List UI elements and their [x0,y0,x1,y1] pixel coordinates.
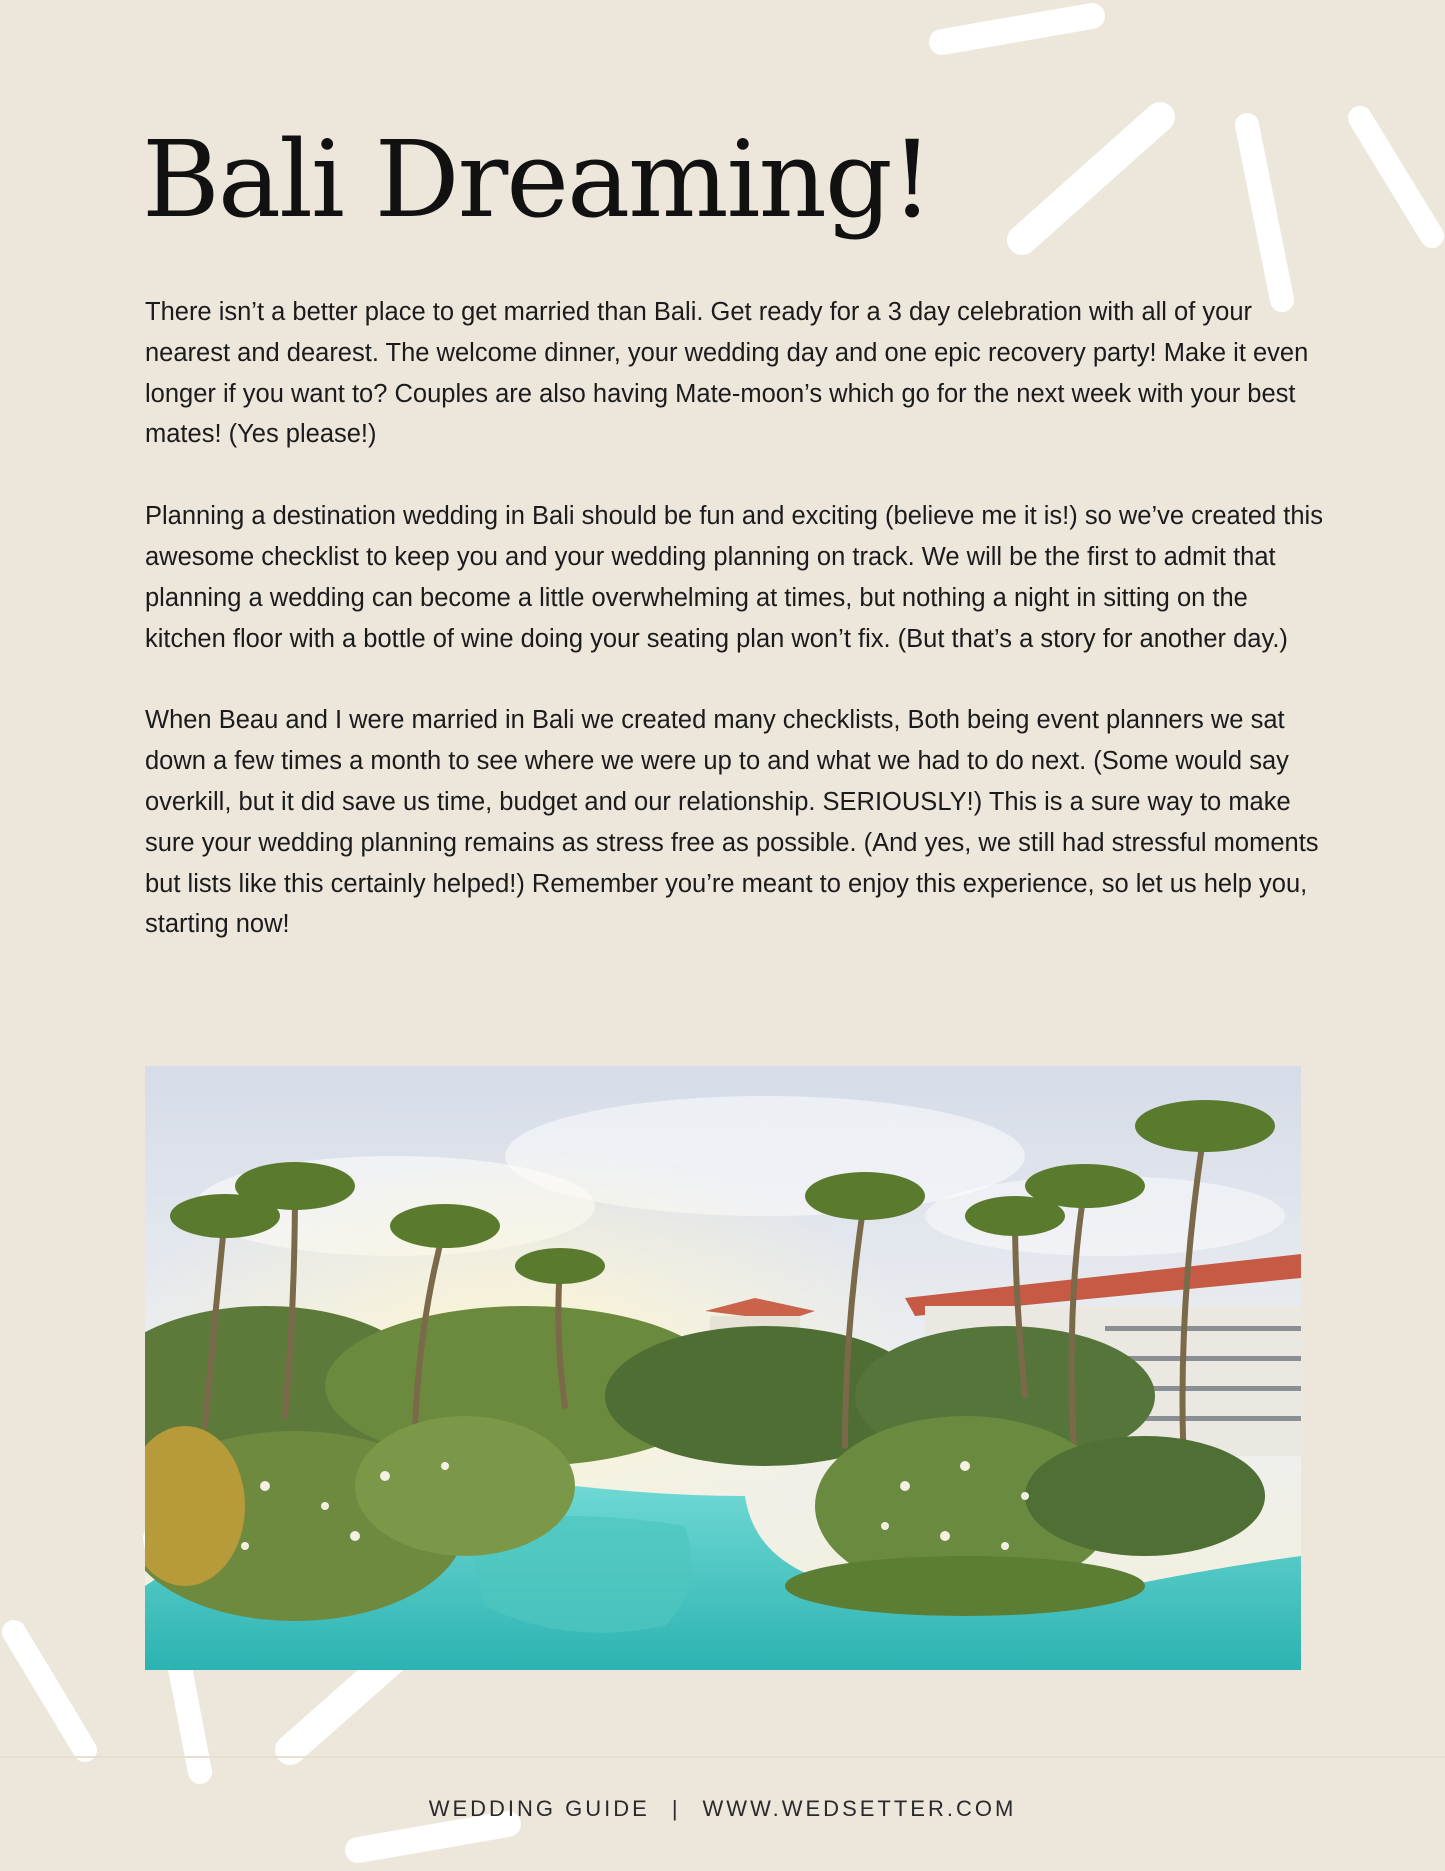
paragraph: Planning a destination wedding in Bali should be fun and exciting (believe me it is!) so we’ve created this awesome checklist to keep you and your wedding planning on track. We will be the first to admit that planning a wedding can become a little overwhelming at times, but nothing a night in sitting on the kitchen floor with a bottle of wine doing your seating plan won’t fix. (But that’s a story for another day.) [145,502,1323,653]
resort-pool-illustration [145,1066,1301,1670]
footer-separator: | [671,1796,681,1821]
footer-guide-label: WEDDING GUIDE [428,1796,650,1821]
brush-stroke [1360,118,1432,236]
paragraph: There isn’t a better place to get married than Bali. Get ready for a 3 day celebration with all of your nearest and dearest. The welcome dinner, your wedding day and one epic recovery party! Make it even longer if you want to? Couples are also having Mate-moon’s which go for the next week with your best mates! (Yes please!) [145,298,1309,449]
brush-stroke [14,1632,85,1750]
footer-website-link[interactable]: WWW.WEDSETTER.COM [702,1796,1017,1821]
footer [0,1796,1445,1822]
page-title: Bali Dreaming! [142,118,932,241]
brush-stroke [942,16,1092,42]
resort-pool-photo [145,1066,1301,1670]
brush-stroke [358,1824,508,1850]
footer-divider [0,1756,1445,1758]
paragraph: When Beau and I were married in Bali we created many checklists, Both being event planners we sat down a few times a month to see where we were up to and what we had to do next. (Some would say overkill, but it did save us time, budget and our relationship. SERIOUSLY!) This is a sure way to make sure your wedding planning remains as stress free as possible. (And yes, we still had stressful moments but lists like this certainly helped!) Remember you’re meant to enjoy this experience, so let us help you, starting now! [145,706,1319,939]
intro-text [145,292,1335,986]
brush-stroke [1247,125,1282,300]
brush-stroke [1022,117,1160,240]
